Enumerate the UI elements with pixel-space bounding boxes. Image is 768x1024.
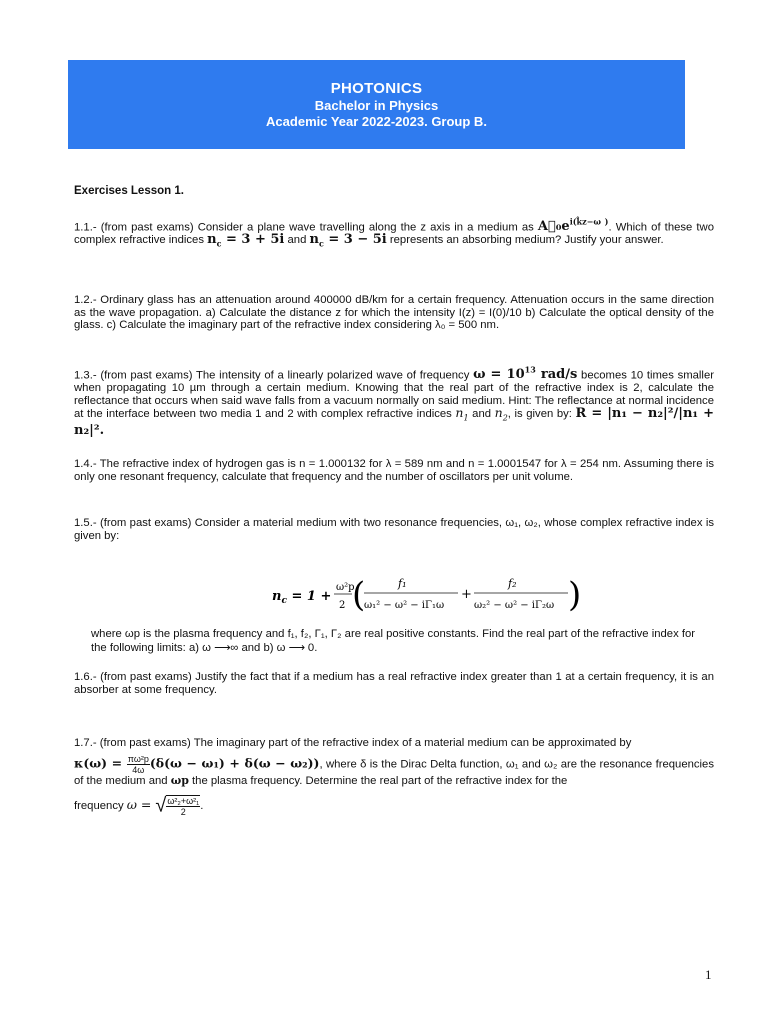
exercise-1-4: 1.4.- The refractive index of hydrogen gas is n = 1.000132 for λ = 589 nm and n = 1.0001547 for λ = 254 nm. Assuming there is only one resonant frequency, calculate that frequency and the number of oscillators per unit volume.	[74, 458, 714, 483]
formula-lparen: (	[352, 575, 366, 615]
frequency-lhs: ω =	[126, 797, 156, 813]
formula-d2: ω₂² − ω² − iΓ₂ω	[474, 600, 555, 611]
formula-plus: +	[461, 587, 472, 602]
exercise-1-3-text: 1.3.- (from past exams) The intensity of a linearly polarized wave of frequency	[74, 369, 474, 382]
exercise-1-3-text-3: and	[468, 408, 495, 421]
title-banner	[68, 60, 685, 149]
frequency-fraction: $\frac{\text{ω²₂+ω²₁}}{2}$	[167, 796, 200, 818]
exercise-1-7-text-2: , where δ is the Dirac Delta function, ω₁ and ω₂ are the resonance frequencies of the medium and	[74, 758, 714, 787]
exercise-1-2: 1.2.- Ordinary glass has an attenuation around 400000 dB/km for a certain frequency. Attenuation occurs in the same direction as the wave propagation. a) Calculate the distance z for which the intensity I(z) = I(0)/10 b) Calculate the optical density of the glass. c) Calculate the imaginary part of the refractive index considering λ₀ = 500 nm.	[74, 294, 714, 332]
kappa-rhs: (δ(ω − ω₁) + δ(ω − ω₂))	[149, 755, 320, 771]
formula-rparen: )	[568, 575, 582, 615]
program-name: Bachelor in Physics	[314, 98, 439, 113]
exercise-1-1-text: 1.1.- (from past exams) Consider a plane wave travelling along the z axis in a medium as	[74, 221, 538, 234]
exercise-1-1-text-4: represents an absorbing medium? Justify your answer.	[386, 233, 664, 246]
exercise-1-7-line3: frequency ω = √ $\frac{\text{ω²₂+ω²₁}}{2}$ .	[74, 794, 204, 818]
course-title: PHOTONICS	[330, 80, 423, 97]
sqrt-symbol: √	[155, 794, 167, 817]
exercise-1-6: 1.6.- (from past exams) Justify the fact that if a medium has a real refractive index greater than 1 at a certain frequency, it is an absorber at some frequency.	[74, 671, 714, 696]
exercise-1-7-line2	[74, 754, 714, 788]
exercise-1-3-text-2: becomes 10 times smaller when propagating 10 µm through a certain medium. Knowing that the real part of the refractive index is 2, calculate the reflectance that occurs when said wave falls from a vacuum normally on said medium. Hint: The reflectance at normal incidence at the interface between two media 1 and 2 with complex refractive indices	[74, 369, 714, 421]
exercise-1-5-continued: where ωp is the plasma frequency and f₁, f₂, Γ₁, Γ₂ are real positive constants. Find the real part of the refractive index for the following limits: a) ω ⟶∞ and b) ω ⟶ 0.	[91, 628, 696, 654]
frequency-expression: $\omega = 10^{13}$ rad/s	[473, 365, 578, 383]
exercise-1-3	[74, 364, 714, 438]
index-2: $n_c = 3 - 5i$	[309, 231, 387, 249]
exercise-1-1-text-2: . Which of these two complex refractive indices	[74, 221, 714, 246]
academic-year: Academic Year 2022-2023. Group B.	[266, 114, 487, 129]
formula-lhs: $n_c = 1$ +	[272, 589, 332, 606]
n2-symbol: $n_2$	[494, 405, 508, 423]
exercise-1-3-text-4: , is given by:	[507, 408, 576, 421]
plasma-frequency-symbol: ωp	[170, 773, 189, 787]
page-number: 1	[705, 967, 712, 982]
section-heading: Exercises Lesson 1.	[74, 185, 184, 197]
refractive-index-formula	[250, 570, 590, 620]
exercise-1-7-text-3: the plasma frequency. Determine the real part of the refractive index for the	[188, 774, 568, 787]
kappa-fraction: $\frac{\text{πω²p}}{4\omega}$	[127, 753, 149, 775]
exercise-1-7-line1: 1.7.- (from past exams) The imaginary part of the refractive index of a material medium can be approximated by	[74, 737, 632, 749]
formula-f1: f₁	[398, 577, 407, 590]
index-1: $n_c = 3 + 5i$	[207, 231, 285, 249]
formula-wp-den: 2	[339, 600, 346, 611]
wave-expression: $A⃗_0e^{i(k̂z-\omega )}$	[537, 217, 609, 235]
formula-wp-num: ω²p	[336, 582, 355, 593]
exercise-1-1-text-3: and	[284, 233, 310, 246]
exercise-1-5: 1.5.- (from past exams) Consider a material medium with two resonance frequencies, ω₁, ω₂, whose complex refractive index is given by:	[74, 517, 714, 542]
formula-f2: f₂	[508, 577, 517, 590]
formula-d1: ω₁² − ω² − iΓ₁ω	[364, 600, 445, 611]
reflectance-formula: R = |n₁ − n₂|²/|n₁ + n₂|².	[74, 406, 714, 439]
exercise-1-1	[74, 216, 714, 250]
exercise-1-7	[74, 737, 714, 817]
n1-symbol: $n_1$	[455, 405, 469, 423]
exercise-1-7-text-4: frequency	[74, 800, 127, 813]
kappa-lhs: κ(ω) =	[74, 755, 127, 771]
